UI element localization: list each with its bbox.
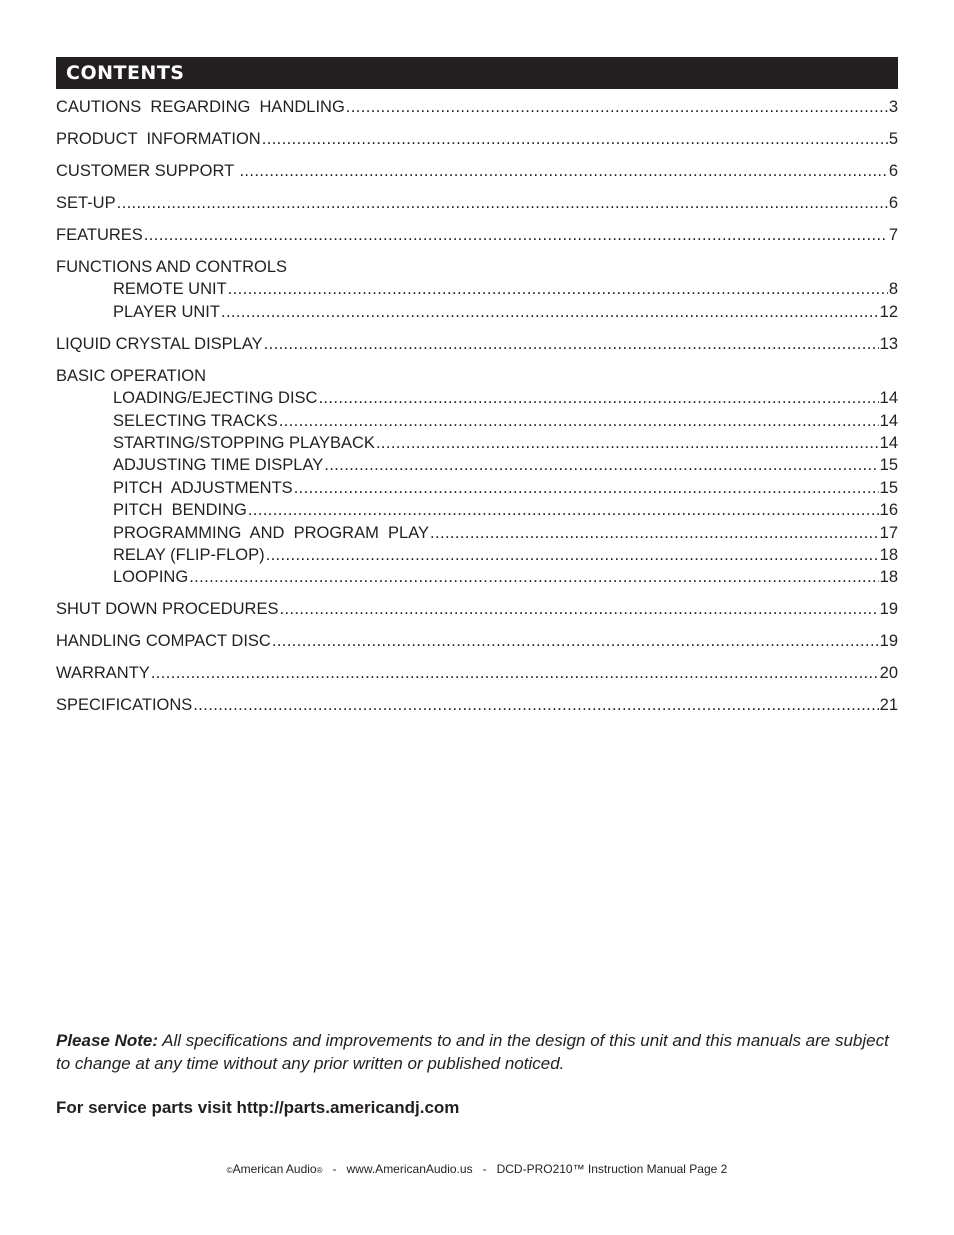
- toc-entry: [56, 662, 898, 684]
- toc-subentry: [56, 301, 898, 323]
- toc-entry-label: SPECIFICATIONS: [56, 696, 193, 715]
- toc-page-number: 8: [888, 280, 898, 299]
- toc-leader-dots: [294, 477, 879, 499]
- toc-entry: [56, 365, 898, 387]
- toc-entry: [56, 160, 898, 182]
- toc-entry-label: RELAY (FLIP-FLOP): [113, 546, 265, 565]
- toc-page-number: 14: [879, 389, 898, 408]
- toc-entry: [56, 224, 898, 246]
- toc-entry-label: ADJUSTING TIME DISPLAY: [113, 456, 324, 475]
- toc-entry: [56, 333, 898, 355]
- toc-entry: [56, 630, 898, 652]
- toc-entry-label: BASIC OPERATION: [56, 366, 207, 385]
- toc-page-number: 13: [879, 334, 898, 353]
- toc-leader-dots: [239, 160, 887, 182]
- toc-page-number: 6: [888, 162, 898, 180]
- toc-entry-label: CUSTOMER SUPPORT: [56, 162, 239, 180]
- toc-entry-label: SELECTING TRACKS: [113, 411, 278, 430]
- toc-entry-label: STARTING/STOPPING PLAYBACK: [113, 434, 375, 453]
- toc-subentry: [56, 410, 898, 432]
- page-footer: [0, 1161, 954, 1179]
- copyright-symbol: ©: [226, 1166, 233, 1175]
- toc-entry-label: CAUTIONS REGARDING HANDLING: [56, 98, 345, 116]
- toc-entry-label: PLAYER UNIT: [113, 302, 220, 321]
- toc-entry: [56, 96, 898, 118]
- service-parts-line: For service parts visit http://parts.americandj.com: [56, 1098, 460, 1117]
- toc-entry-label: REMOTE UNIT: [113, 280, 227, 299]
- toc-leader-dots: [264, 333, 879, 355]
- toc-page-number: 5: [888, 130, 898, 148]
- toc-entry-label: LOADING/EJECTING DISC: [113, 389, 318, 408]
- toc-entry: [56, 192, 898, 214]
- toc-entry-label: PITCH BENDING: [113, 501, 247, 520]
- toc-page-number: 3: [888, 98, 898, 116]
- toc-leader-dots: [430, 522, 879, 544]
- toc-leader-dots: [318, 387, 878, 409]
- toc-subentry: [56, 454, 898, 476]
- toc-entry: [56, 598, 898, 620]
- toc-page-number: 14: [879, 411, 898, 430]
- toc-subentry: [56, 477, 898, 499]
- toc-page-number: 16: [879, 501, 898, 520]
- toc-page-number: 21: [879, 696, 898, 715]
- toc-entry-label: PRODUCT INFORMATION: [56, 130, 261, 148]
- toc-page-number: 20: [879, 664, 898, 683]
- toc-entry-label: FUNCTIONS AND CONTROLS: [56, 258, 288, 276]
- contents-header: [56, 57, 898, 89]
- toc-entry: [56, 128, 898, 150]
- toc-subentry: [56, 499, 898, 521]
- toc-subentry: [56, 544, 898, 566]
- toc-page-number: 7: [888, 226, 898, 244]
- toc-page-number: 14: [879, 434, 898, 453]
- toc-leader-dots: [266, 544, 879, 566]
- toc-entry-label: HANDLING COMPACT DISC: [56, 632, 271, 651]
- contents-title: CONTENTS: [66, 62, 185, 84]
- toc-entry-label: FEATURES: [56, 226, 143, 244]
- toc-leader-dots: [376, 432, 879, 454]
- toc-leader-dots: [221, 301, 879, 323]
- toc-entry-label: PROGRAMMING AND PROGRAM PLAY: [113, 523, 429, 542]
- toc-leader-dots: [279, 598, 878, 620]
- toc-entry-label: SHUT DOWN PROCEDURES: [56, 600, 279, 619]
- toc-page-number: 17: [879, 523, 898, 542]
- footer-text: - www.AmericanAudio.us - DCD-PRO210™ Instruction Manual Page 2: [322, 1162, 728, 1176]
- toc-entry: [56, 256, 898, 278]
- please-note: [56, 1029, 898, 1075]
- toc-leader-dots: [272, 630, 879, 652]
- toc-leader-dots: [279, 410, 879, 432]
- toc-subentry: [56, 566, 898, 588]
- toc-leader-dots: [248, 499, 879, 521]
- toc-subentry: [56, 522, 898, 544]
- toc-leader-dots: [151, 662, 879, 684]
- toc-entry-label: LIQUID CRYSTAL DISPLAY: [56, 334, 263, 353]
- please-note-lead: Please Note:: [56, 1031, 159, 1050]
- toc-page-number: 6: [888, 194, 898, 212]
- toc-entry-label: WARRANTY: [56, 664, 150, 683]
- toc-page-number: 15: [879, 456, 898, 475]
- toc-leader-dots: [189, 566, 878, 588]
- table-of-contents: [56, 96, 898, 717]
- registered-symbol: ®: [316, 1166, 323, 1175]
- toc-leader-dots: [324, 454, 878, 476]
- toc-page-number: 19: [879, 632, 898, 651]
- toc-page-number: 12: [879, 302, 898, 321]
- toc-leader-dots: [228, 278, 888, 300]
- toc-subentry: [56, 432, 898, 454]
- toc-leader-dots: [144, 224, 888, 246]
- toc-leader-dots: [193, 694, 878, 716]
- toc-leader-dots: [262, 128, 888, 150]
- toc-entry-label: SET-UP: [56, 194, 116, 212]
- toc-leader-dots: [117, 192, 888, 214]
- toc-page-number: 19: [879, 600, 898, 619]
- toc-page-number: 15: [879, 478, 898, 497]
- toc-subentry: [56, 278, 898, 300]
- toc-page-number: 18: [879, 546, 898, 565]
- toc-entry: [56, 694, 898, 716]
- toc-entry-label: LOOPING: [113, 568, 189, 587]
- toc-entry-label: PITCH ADJUSTMENTS: [113, 478, 293, 497]
- toc-leader-dots: [346, 96, 888, 118]
- please-note-text: All specifications and improvements to and in the design of this unit and this manuals are subject to change at any time without any prior written or published noticed.: [56, 1031, 889, 1073]
- footer-brand: American Audio: [232, 1162, 317, 1176]
- toc-page-number: 18: [879, 568, 898, 587]
- toc-subentry: [56, 387, 898, 409]
